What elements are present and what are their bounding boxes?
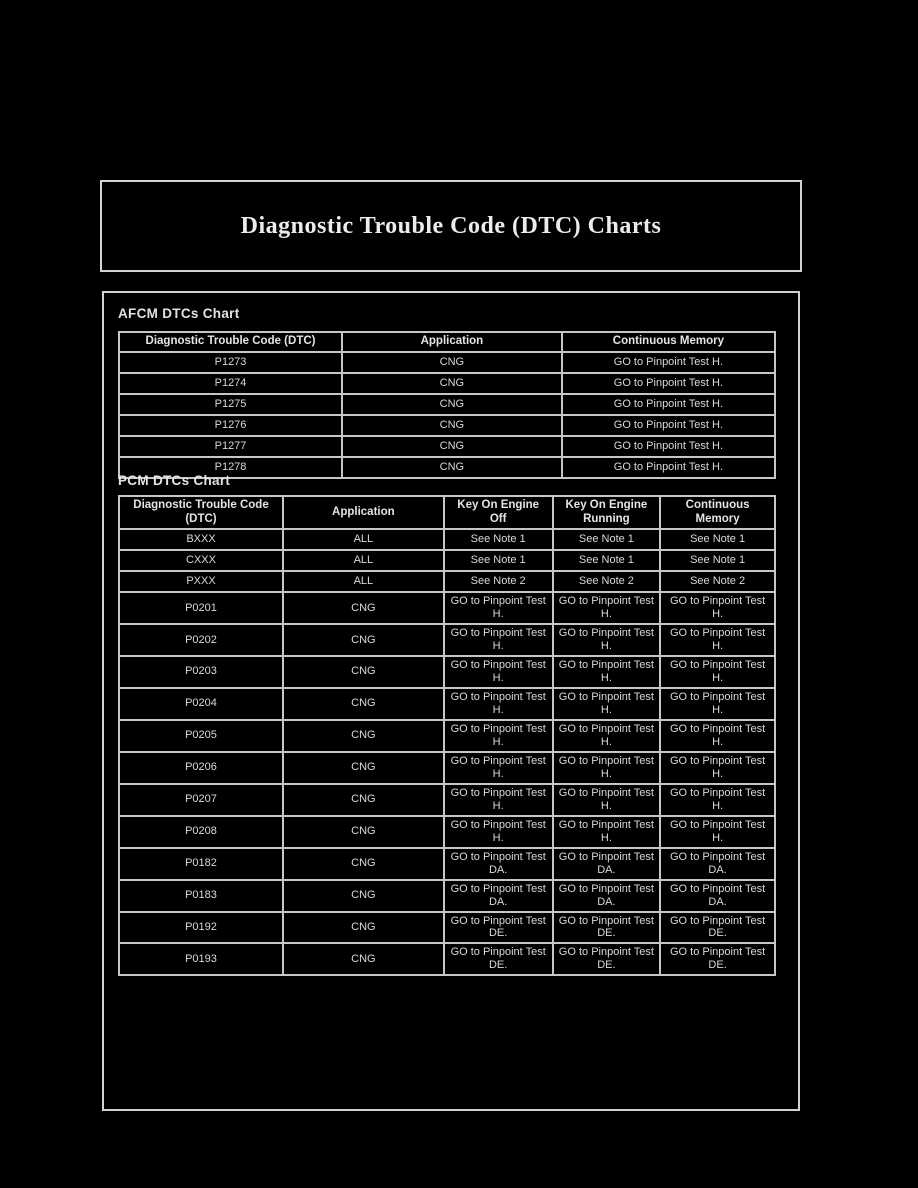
table-cell: CNG — [342, 436, 562, 457]
table-cell: GO to Pinpoint Test DA. — [444, 848, 553, 880]
table-cell: CNG — [283, 592, 444, 624]
table-row — [119, 624, 775, 656]
afcm-table-header — [119, 332, 775, 352]
table-row — [119, 784, 775, 816]
table-row — [119, 592, 775, 624]
column-header: Continuous Memory — [562, 332, 775, 352]
table-cell: CNG — [342, 457, 562, 478]
table-cell: P1273 — [119, 352, 342, 373]
table-row — [119, 436, 775, 457]
table-cell: GO to Pinpoint Test H. — [660, 656, 775, 688]
table-cell: GO to Pinpoint Test H. — [553, 784, 661, 816]
table-cell: P0204 — [119, 688, 283, 720]
table-cell: CNG — [342, 394, 562, 415]
table-cell: GO to Pinpoint Test DA. — [660, 880, 775, 912]
table-cell: CNG — [342, 352, 562, 373]
table-cell: See Note 1 — [660, 550, 775, 571]
table-cell: See Note 2 — [660, 571, 775, 592]
table-row — [119, 912, 775, 944]
table-row — [119, 752, 775, 784]
table-row — [119, 529, 775, 550]
afcm-section-heading: AFCM DTCs Chart — [118, 306, 240, 321]
table-cell: P0182 — [119, 848, 283, 880]
table-cell: CNG — [283, 656, 444, 688]
table-cell: P1274 — [119, 373, 342, 394]
table-cell: GO to Pinpoint Test DA. — [660, 848, 775, 880]
table-cell: CNG — [283, 752, 444, 784]
table-cell: P0193 — [119, 943, 283, 975]
afcm-table-body — [119, 352, 775, 478]
table-cell: CNG — [283, 720, 444, 752]
pcm-dtc-table — [118, 495, 776, 976]
table-cell: See Note 1 — [444, 550, 553, 571]
table-cell: P0202 — [119, 624, 283, 656]
table-cell: P0207 — [119, 784, 283, 816]
table-cell: GO to Pinpoint Test H. — [562, 394, 775, 415]
table-cell: See Note 1 — [553, 550, 661, 571]
table-cell: GO to Pinpoint Test H. — [562, 457, 775, 478]
table-cell: ALL — [283, 571, 444, 592]
table-cell: GO to Pinpoint Test H. — [562, 415, 775, 436]
table-cell: GO to Pinpoint Test H. — [553, 688, 661, 720]
table-cell: ALL — [283, 529, 444, 550]
content-panel — [102, 291, 800, 1111]
table-cell: See Note 2 — [553, 571, 661, 592]
pcm-section-heading: PCM DTCs Chart — [118, 473, 231, 488]
column-header: Application — [342, 332, 562, 352]
table-cell: See Note 1 — [553, 529, 661, 550]
table-cell: GO to Pinpoint Test H. — [660, 624, 775, 656]
table-row — [119, 816, 775, 848]
table-cell: CNG — [283, 624, 444, 656]
title-banner — [100, 180, 802, 272]
table-cell: CNG — [283, 912, 444, 944]
column-header: Key On Engine Off — [444, 496, 553, 529]
table-cell: GO to Pinpoint Test H. — [444, 784, 553, 816]
page-title: Diagnostic Trouble Code (DTC) Charts — [240, 212, 662, 239]
table-cell: GO to Pinpoint Test H. — [562, 373, 775, 394]
table-cell: CNG — [342, 373, 562, 394]
table-cell: GO to Pinpoint Test DE. — [444, 943, 553, 975]
table-row — [119, 352, 775, 373]
table-cell: GO to Pinpoint Test H. — [562, 436, 775, 457]
table-cell: CXXX — [119, 550, 283, 571]
table-cell: P0205 — [119, 720, 283, 752]
table-cell: See Note 2 — [444, 571, 553, 592]
column-header: Continuous Memory — [660, 496, 775, 529]
table-cell: See Note 1 — [444, 529, 553, 550]
table-cell: GO to Pinpoint Test DE. — [553, 943, 661, 975]
table-cell: GO to Pinpoint Test H. — [444, 816, 553, 848]
table-cell: GO to Pinpoint Test H. — [553, 816, 661, 848]
table-cell: GO to Pinpoint Test H. — [660, 688, 775, 720]
table-cell: GO to Pinpoint Test DE. — [553, 912, 661, 944]
table-cell: GO to Pinpoint Test H. — [660, 720, 775, 752]
table-cell: P0183 — [119, 880, 283, 912]
table-cell: GO to Pinpoint Test H. — [562, 352, 775, 373]
table-cell: CNG — [283, 848, 444, 880]
table-cell: CNG — [283, 784, 444, 816]
table-cell: CNG — [283, 688, 444, 720]
table-cell: GO to Pinpoint Test H. — [444, 688, 553, 720]
table-cell: GO to Pinpoint Test DA. — [553, 848, 661, 880]
table-cell: CNG — [283, 943, 444, 975]
column-header: Diagnostic Trouble Code (DTC) — [119, 496, 283, 529]
table-row — [119, 880, 775, 912]
table-row — [119, 688, 775, 720]
table-row — [119, 415, 775, 436]
table-row — [119, 848, 775, 880]
afcm-dtc-table — [118, 331, 776, 479]
table-cell: BXXX — [119, 529, 283, 550]
table-cell: GO to Pinpoint Test H. — [444, 720, 553, 752]
table-cell: P1275 — [119, 394, 342, 415]
table-cell: CNG — [283, 880, 444, 912]
table-cell: See Note 1 — [660, 529, 775, 550]
table-cell: GO to Pinpoint Test H. — [553, 656, 661, 688]
table-cell: GO to Pinpoint Test DA. — [553, 880, 661, 912]
pcm-table-body — [119, 529, 775, 975]
table-row — [119, 394, 775, 415]
table-cell: GO to Pinpoint Test H. — [660, 816, 775, 848]
table-cell: GO to Pinpoint Test DE. — [444, 912, 553, 944]
table-cell: GO to Pinpoint Test H. — [660, 784, 775, 816]
table-cell: P0206 — [119, 752, 283, 784]
table-row — [119, 720, 775, 752]
table-cell: GO to Pinpoint Test H. — [660, 752, 775, 784]
table-cell: GO to Pinpoint Test H. — [444, 592, 553, 624]
table-row — [119, 656, 775, 688]
table-cell: GO to Pinpoint Test DE. — [660, 912, 775, 944]
table-cell: ALL — [283, 550, 444, 571]
column-header: Key On Engine Running — [553, 496, 661, 529]
column-header: Application — [283, 496, 444, 529]
table-row — [119, 571, 775, 592]
table-cell: P0208 — [119, 816, 283, 848]
table-cell: CNG — [283, 816, 444, 848]
table-cell: P0201 — [119, 592, 283, 624]
column-header: Diagnostic Trouble Code (DTC) — [119, 332, 342, 352]
table-cell: GO to Pinpoint Test H. — [553, 752, 661, 784]
table-cell: GO to Pinpoint Test DA. — [444, 880, 553, 912]
table-cell: P1276 — [119, 415, 342, 436]
pcm-table-header — [119, 496, 775, 529]
table-cell: P0192 — [119, 912, 283, 944]
table-cell: GO to Pinpoint Test DE. — [660, 943, 775, 975]
table-row — [119, 550, 775, 571]
table-cell: GO to Pinpoint Test H. — [660, 592, 775, 624]
table-row — [119, 943, 775, 975]
table-cell: GO to Pinpoint Test H. — [553, 592, 661, 624]
table-cell: P0203 — [119, 656, 283, 688]
table-cell: P1278 — [119, 457, 342, 478]
table-cell: PXXX — [119, 571, 283, 592]
table-cell: GO to Pinpoint Test H. — [553, 624, 661, 656]
table-cell: GO to Pinpoint Test H. — [444, 656, 553, 688]
table-cell: GO to Pinpoint Test H. — [553, 720, 661, 752]
table-cell: CNG — [342, 415, 562, 436]
table-row — [119, 373, 775, 394]
table-cell: GO to Pinpoint Test H. — [444, 752, 553, 784]
table-cell: P1277 — [119, 436, 342, 457]
table-cell: GO to Pinpoint Test H. — [444, 624, 553, 656]
